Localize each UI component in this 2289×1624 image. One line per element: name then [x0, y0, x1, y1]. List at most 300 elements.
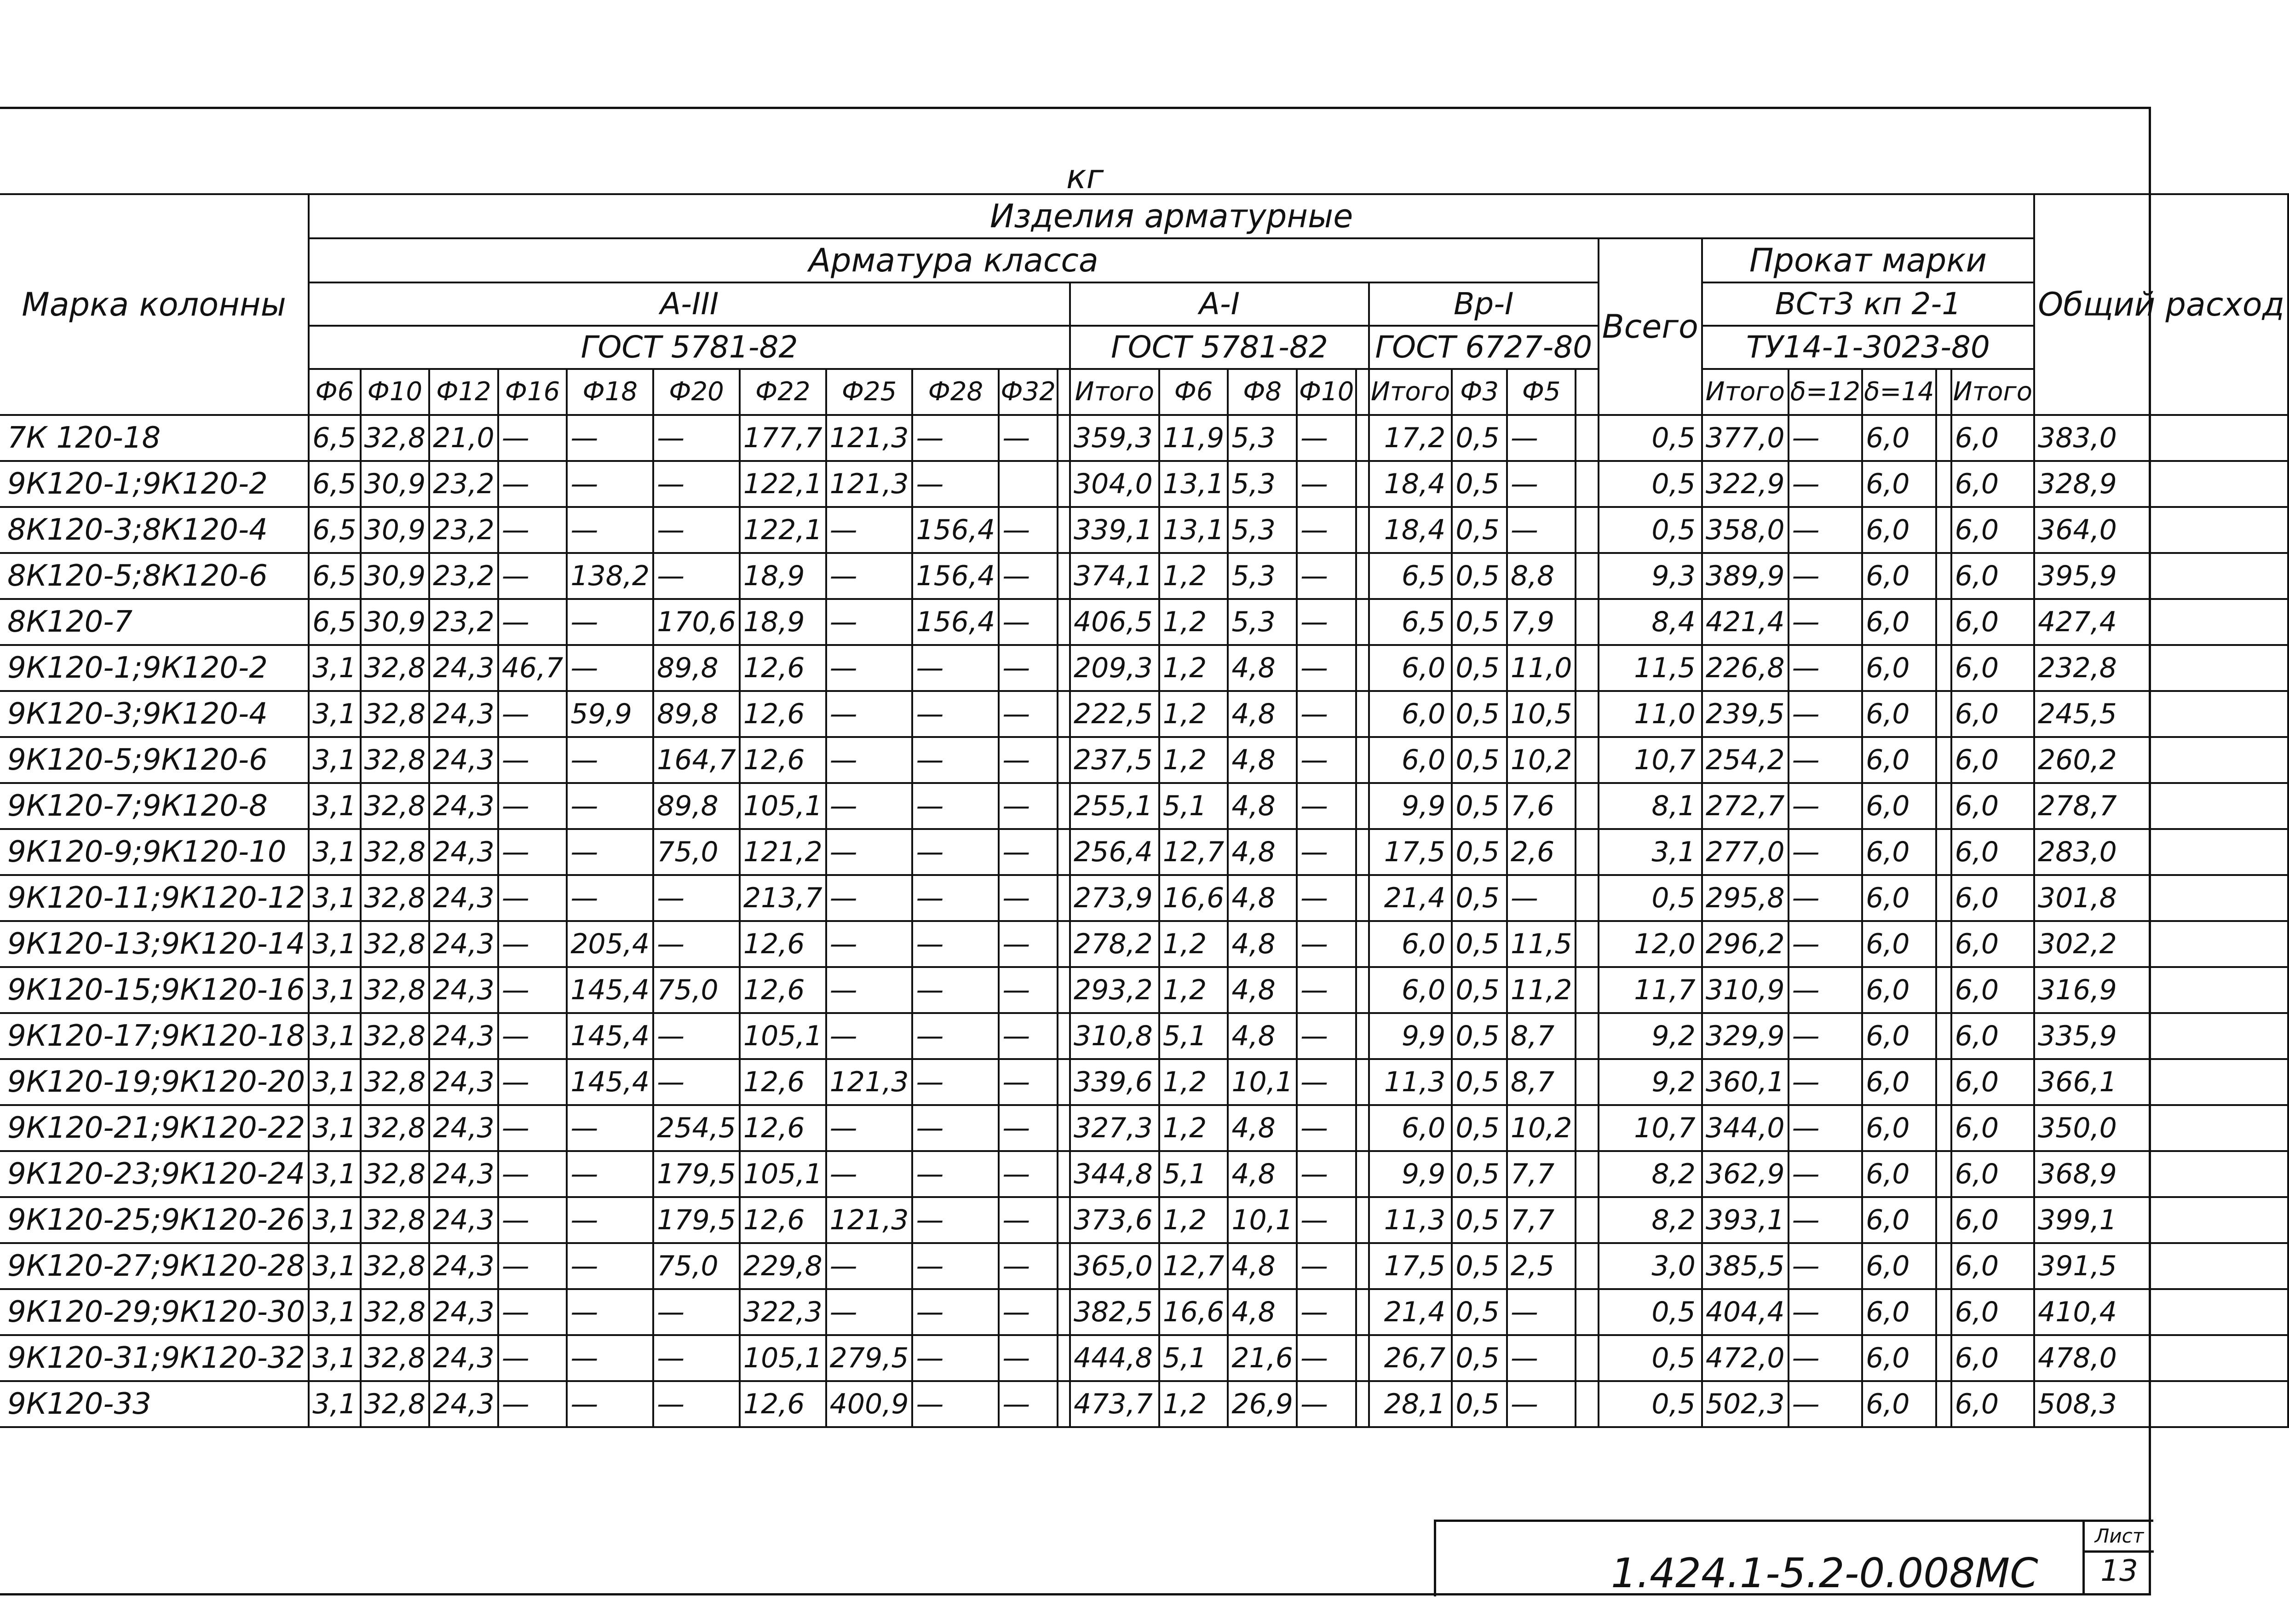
row-cell: 6,0	[1862, 1105, 1936, 1151]
sub-a3-d12: Ф12	[429, 369, 498, 415]
row-cell: 4,8	[1228, 1243, 1297, 1289]
row-cell: 205,4	[567, 921, 653, 967]
row-cell: —	[567, 783, 653, 829]
row-cell: 296,2	[1702, 921, 1789, 967]
row-cell: 3,1	[309, 1197, 360, 1243]
row-cell: 3,1	[309, 1151, 360, 1197]
row-cell	[1058, 1151, 1070, 1197]
row-cell	[1576, 415, 1598, 461]
row-cell: 10,1	[1228, 1197, 1297, 1243]
row-cell: 12,6	[740, 1059, 826, 1105]
row-cell: 6,0	[1951, 1059, 2034, 1105]
row-cell: —	[498, 1335, 567, 1381]
row-cell: 6,5	[309, 507, 360, 553]
row-cell	[1356, 1013, 1369, 1059]
row-cell: 293,2	[1070, 967, 1159, 1013]
row-cell: 32,8	[361, 1059, 430, 1105]
row-cell: —	[653, 415, 740, 461]
sheet-label: Лист	[2085, 1522, 2154, 1553]
row-cell: 6,5	[309, 599, 360, 645]
row-cell	[1058, 1105, 1070, 1151]
row-cell: —	[1789, 553, 1862, 599]
row-cell: 239,5	[1702, 691, 1789, 737]
row-cell	[1936, 1013, 1951, 1059]
row-cell: 3,1	[309, 921, 360, 967]
row-cell: 28,1	[1369, 1381, 1452, 1427]
row-cell	[1058, 1059, 1070, 1105]
row-cell: 16,6	[1159, 1289, 1228, 1335]
row-cell: —	[567, 1151, 653, 1197]
row-cell	[1058, 829, 1070, 875]
row-cell: 209,3	[1070, 645, 1159, 691]
table-row	[0, 783, 2288, 829]
row-cell	[1576, 691, 1598, 737]
sub-a1-d6: Ф6	[1159, 369, 1228, 415]
row-mark: 9К120-7;9К120-8	[0, 783, 309, 829]
row-cell	[1058, 1289, 1070, 1335]
row-cell: 11,5	[1507, 921, 1576, 967]
row-cell: —	[912, 829, 999, 875]
sub-a3-d22: Ф22	[740, 369, 826, 415]
row-cell: 6,0	[1951, 1151, 2034, 1197]
row-cell: 3,1	[309, 1243, 360, 1289]
row-cell: 302,2	[2034, 921, 2288, 967]
row-cell: 377,0	[1702, 415, 1789, 461]
row-cell: 121,3	[826, 1059, 913, 1105]
row-cell: 245,5	[2034, 691, 2288, 737]
row-cell: 145,4	[567, 1013, 653, 1059]
row-cell: 310,8	[1070, 1013, 1159, 1059]
row-cell: —	[567, 599, 653, 645]
row-cell: —	[1297, 967, 1356, 1013]
row-cell: 232,8	[2034, 645, 2288, 691]
row-mark: 9К120-15;9К120-16	[0, 967, 309, 1013]
row-cell: 272,7	[1702, 783, 1789, 829]
header-rolled: Прокат марки	[1702, 238, 2034, 282]
row-cell: 9,9	[1369, 783, 1452, 829]
table-row	[0, 1105, 2288, 1151]
row-cell: 32,8	[361, 415, 430, 461]
row-cell: —	[1789, 645, 1862, 691]
row-mark: 9К120-29;9К120-30	[0, 1289, 309, 1335]
row-cell: —	[1789, 691, 1862, 737]
row-cell: 0,5	[1452, 783, 1507, 829]
row-cell: 0,5	[1452, 829, 1507, 875]
row-cell: 32,8	[361, 691, 430, 737]
row-cell: 6,0	[1862, 921, 1936, 967]
row-cell: 3,1	[309, 1013, 360, 1059]
row-cell: 3,1	[309, 967, 360, 1013]
header-mark: Марка колонны	[0, 194, 309, 415]
row-cell	[1356, 1105, 1369, 1151]
row-cell: 0,5	[1452, 1289, 1507, 1335]
row-cell: —	[912, 461, 999, 507]
row-cell	[1936, 1289, 1951, 1335]
header-tu: ТУ14-1-3023-80	[1702, 326, 2034, 369]
row-cell: 11,5	[1599, 645, 1702, 691]
row-cell: 6,0	[1951, 967, 2034, 1013]
row-cell: 222,5	[1070, 691, 1159, 737]
row-cell: 6,0	[1951, 691, 2034, 737]
row-cell	[1936, 1381, 1951, 1427]
row-cell: 10,2	[1507, 1105, 1576, 1151]
row-cell: 0,5	[1599, 461, 1702, 507]
row-cell: —	[1297, 507, 1356, 553]
row-mark: 9К120-13;9К120-14	[0, 921, 309, 967]
row-cell: 179,5	[653, 1151, 740, 1197]
row-cell	[1058, 967, 1070, 1013]
row-cell: 17,5	[1369, 829, 1452, 875]
row-cell: —	[567, 829, 653, 875]
row-cell	[1356, 829, 1369, 875]
row-cell: 3,1	[309, 1381, 360, 1427]
row-cell: 6,0	[1951, 783, 2034, 829]
row-cell: 18,4	[1369, 507, 1452, 553]
row-cell: 24,3	[429, 1335, 498, 1381]
row-cell: 359,3	[1070, 415, 1159, 461]
row-cell: 9,2	[1599, 1059, 1702, 1105]
row-cell: 32,8	[361, 1197, 430, 1243]
row-cell	[1576, 645, 1598, 691]
row-cell	[1356, 1289, 1369, 1335]
row-cell: —	[912, 1059, 999, 1105]
row-cell: 23,2	[429, 461, 498, 507]
row-cell: —	[1789, 783, 1862, 829]
row-cell: —	[1789, 1197, 1862, 1243]
row-cell: 8,7	[1507, 1059, 1576, 1105]
table-row	[0, 967, 2288, 1013]
row-cell: —	[1789, 737, 1862, 783]
row-cell: 1,2	[1159, 967, 1228, 1013]
row-cell: 6,0	[1951, 921, 2034, 967]
row-cell: 391,5	[2034, 1243, 2288, 1289]
row-cell: —	[498, 921, 567, 967]
row-cell: 8,1	[1599, 783, 1702, 829]
row-cell	[1058, 921, 1070, 967]
row-cell: —	[653, 921, 740, 967]
row-cell	[1058, 783, 1070, 829]
row-cell: —	[567, 737, 653, 783]
row-cell	[1576, 1013, 1598, 1059]
row-cell: —	[1297, 921, 1356, 967]
row-cell: —	[567, 1381, 653, 1427]
row-cell: —	[999, 1059, 1058, 1105]
row-cell: 6,0	[1951, 737, 2034, 783]
row-cell: 24,3	[429, 1197, 498, 1243]
row-cell	[1936, 415, 1951, 461]
row-cell: —	[1507, 461, 1576, 507]
row-cell: 10,1	[1228, 1059, 1297, 1105]
row-cell: —	[912, 1105, 999, 1151]
row-cell: 6,0	[1862, 507, 1936, 553]
row-cell	[1058, 1013, 1070, 1059]
row-cell: —	[912, 1013, 999, 1059]
header-grand-total: Общий расход	[2034, 194, 2288, 415]
row-cell: 32,8	[361, 1013, 430, 1059]
row-cell	[1058, 507, 1070, 553]
row-cell: 0,5	[1452, 1059, 1507, 1105]
row-cell: 310,9	[1702, 967, 1789, 1013]
row-cell: —	[567, 1289, 653, 1335]
row-cell: 0,5	[1452, 1335, 1507, 1381]
row-cell: 12,6	[740, 1197, 826, 1243]
row-cell: 24,3	[429, 1013, 498, 1059]
row-cell: —	[999, 875, 1058, 921]
row-cell: —	[912, 783, 999, 829]
row-cell: 226,8	[1702, 645, 1789, 691]
row-cell: 0,5	[1599, 1289, 1702, 1335]
row-cell	[1936, 1151, 1951, 1197]
row-cell: 59,9	[567, 691, 653, 737]
row-cell	[1058, 1197, 1070, 1243]
row-cell: —	[826, 507, 913, 553]
table-body	[0, 415, 2288, 1427]
row-cell: 329,9	[1702, 1013, 1789, 1059]
row-cell: —	[498, 1289, 567, 1335]
row-cell: 30,9	[361, 553, 430, 599]
row-cell: —	[999, 691, 1058, 737]
row-cell: —	[1297, 1105, 1356, 1151]
row-cell: 473,7	[1070, 1381, 1159, 1427]
row-cell: —	[567, 461, 653, 507]
row-cell: 0,5	[1599, 507, 1702, 553]
sub-a3-blank	[1058, 369, 1070, 415]
row-cell	[1576, 1381, 1598, 1427]
row-cell	[1936, 875, 1951, 921]
row-cell: —	[999, 783, 1058, 829]
row-cell	[1356, 599, 1369, 645]
row-cell: 26,7	[1369, 1335, 1452, 1381]
row-cell: 121,2	[740, 829, 826, 875]
row-cell: —	[498, 507, 567, 553]
row-cell	[1576, 507, 1598, 553]
header-gost-a1: ГОСТ 5781-82	[1070, 326, 1369, 369]
row-cell: —	[1507, 415, 1576, 461]
row-cell: 6,0	[1862, 783, 1936, 829]
row-cell: 12,6	[740, 691, 826, 737]
row-cell	[1936, 691, 1951, 737]
row-cell: —	[498, 829, 567, 875]
row-cell: —	[999, 829, 1058, 875]
table-row	[0, 737, 2288, 783]
row-cell: 6,0	[1951, 645, 2034, 691]
row-cell: 0,5	[1452, 1197, 1507, 1243]
row-cell: —	[999, 1243, 1058, 1289]
row-cell: 11,0	[1599, 691, 1702, 737]
row-cell: 6,0	[1951, 1335, 2034, 1381]
row-cell	[1356, 1197, 1369, 1243]
unit-label: кг	[1066, 157, 1104, 196]
row-cell: —	[498, 599, 567, 645]
row-cell: —	[1789, 415, 1862, 461]
row-cell	[1058, 1381, 1070, 1427]
row-cell	[1356, 921, 1369, 967]
row-cell	[1576, 737, 1598, 783]
row-cell: —	[999, 1197, 1058, 1243]
row-cell: 75,0	[653, 1243, 740, 1289]
row-cell: 0,5	[1599, 415, 1702, 461]
row-cell: 4,8	[1228, 921, 1297, 967]
row-cell: —	[1297, 829, 1356, 875]
row-cell: 0,5	[1452, 691, 1507, 737]
row-cell: 6,0	[1369, 921, 1452, 967]
row-cell: 322,3	[740, 1289, 826, 1335]
row-cell	[1356, 553, 1369, 599]
row-cell: 17,2	[1369, 415, 1452, 461]
row-cell: —	[1297, 1335, 1356, 1381]
row-mark: 9К120-23;9К120-24	[0, 1151, 309, 1197]
row-mark: 9К120-1;9К120-2	[0, 461, 309, 507]
row-cell: —	[1297, 645, 1356, 691]
row-cell: 358,0	[1702, 507, 1789, 553]
row-cell: —	[1789, 1013, 1862, 1059]
row-cell: 121,3	[826, 1197, 913, 1243]
row-mark: 9К120-21;9К120-22	[0, 1105, 309, 1151]
row-cell: 12,6	[740, 921, 826, 967]
row-cell: —	[1507, 1381, 1576, 1427]
row-cell: 1,2	[1159, 1381, 1228, 1427]
row-cell: —	[999, 737, 1058, 783]
row-cell: —	[567, 1243, 653, 1289]
row-cell: 344,8	[1070, 1151, 1159, 1197]
row-cell: 24,3	[429, 737, 498, 783]
row-cell: 7,6	[1507, 783, 1576, 829]
row-cell: 4,8	[1228, 875, 1297, 921]
row-cell: 427,4	[2034, 599, 2288, 645]
row-cell: 444,8	[1070, 1335, 1159, 1381]
row-cell: —	[912, 737, 999, 783]
row-cell: 278,2	[1070, 921, 1159, 967]
row-cell: 395,9	[2034, 553, 2288, 599]
row-mark: 8К120-7	[0, 599, 309, 645]
row-cell: —	[1789, 1335, 1862, 1381]
row-cell: 260,2	[2034, 737, 2288, 783]
row-cell: 5,1	[1159, 1335, 1228, 1381]
sub-a1-total: Итого	[1369, 369, 1452, 415]
row-cell: —	[826, 1151, 913, 1197]
row-cell: 2,5	[1507, 1243, 1576, 1289]
row-cell: 339,1	[1070, 507, 1159, 553]
row-cell: 10,2	[1507, 737, 1576, 783]
row-mark: 9К120-25;9К120-26	[0, 1197, 309, 1243]
row-cell: 3,1	[309, 829, 360, 875]
row-cell: 5,1	[1159, 783, 1228, 829]
row-cell: 6,0	[1951, 507, 2034, 553]
row-cell: —	[1297, 875, 1356, 921]
row-cell: 24,3	[429, 829, 498, 875]
sub-a1-d10: Ф10	[1297, 369, 1356, 415]
sub-a1-d8: Ф8	[1228, 369, 1297, 415]
row-cell	[1576, 829, 1598, 875]
row-cell: —	[1789, 461, 1862, 507]
row-cell: —	[498, 1059, 567, 1105]
sub-pr-t12: δ=12	[1789, 369, 1862, 415]
row-cell: —	[498, 461, 567, 507]
row-mark: 9К120-9;9К120-10	[0, 829, 309, 875]
row-cell: —	[999, 645, 1058, 691]
row-cell: —	[1789, 921, 1862, 967]
row-cell: 89,8	[653, 645, 740, 691]
row-cell: 339,6	[1070, 1059, 1159, 1105]
row-cell: 8,8	[1507, 553, 1576, 599]
row-cell: 11,2	[1507, 967, 1576, 1013]
row-cell: —	[912, 875, 999, 921]
row-cell: —	[826, 829, 913, 875]
sub-pr-blank	[1936, 369, 1951, 415]
row-cell: 6,0	[1951, 1013, 2034, 1059]
row-cell: 177,7	[740, 415, 826, 461]
row-cell: 410,4	[2034, 1289, 2288, 1335]
row-cell: —	[912, 921, 999, 967]
frame-top-line	[0, 107, 2151, 109]
row-cell: 335,9	[2034, 1013, 2288, 1059]
row-cell: 21,4	[1369, 1289, 1452, 1335]
row-cell	[1356, 1381, 1369, 1427]
row-cell: 3,1	[309, 875, 360, 921]
row-cell	[1576, 599, 1598, 645]
sub-vr1-d3: Ф3	[1452, 369, 1507, 415]
row-cell	[1576, 1105, 1598, 1151]
row-cell: 4,8	[1228, 737, 1297, 783]
row-cell	[1356, 967, 1369, 1013]
row-cell: 6,0	[1369, 645, 1452, 691]
header-gost-vr1: ГОСТ 6727-80	[1369, 326, 1599, 369]
row-cell: 6,5	[309, 553, 360, 599]
row-cell: 3,1	[309, 645, 360, 691]
row-cell: 6,0	[1862, 737, 1936, 783]
row-cell: —	[826, 875, 913, 921]
row-cell	[1356, 875, 1369, 921]
row-cell: 6,0	[1862, 829, 1936, 875]
row-cell	[1058, 737, 1070, 783]
row-cell: 24,3	[429, 967, 498, 1013]
row-cell: —	[567, 645, 653, 691]
row-cell: —	[653, 553, 740, 599]
row-cell: —	[1297, 1059, 1356, 1105]
row-cell: 5,1	[1159, 1013, 1228, 1059]
table-row	[0, 1381, 2288, 1427]
row-cell: 0,5	[1452, 1243, 1507, 1289]
row-cell	[1936, 461, 1951, 507]
row-cell	[1576, 1197, 1598, 1243]
row-cell: —	[912, 1197, 999, 1243]
row-cell: 0,5	[1452, 1105, 1507, 1151]
row-cell: 344,0	[1702, 1105, 1789, 1151]
row-cell: —	[1789, 1105, 1862, 1151]
row-mark: 9К120-17;9К120-18	[0, 1013, 309, 1059]
row-cell: —	[912, 1243, 999, 1289]
row-cell: —	[567, 1105, 653, 1151]
row-cell: —	[826, 691, 913, 737]
row-cell: 0,5	[1599, 1335, 1702, 1381]
row-cell: 278,7	[2034, 783, 2288, 829]
row-cell: 4,8	[1228, 967, 1297, 1013]
row-cell: —	[1297, 691, 1356, 737]
row-cell: 1,2	[1159, 1197, 1228, 1243]
row-cell: 24,3	[429, 1381, 498, 1427]
row-cell	[1576, 1059, 1598, 1105]
row-cell: 4,8	[1228, 1013, 1297, 1059]
row-cell: 1,2	[1159, 737, 1228, 783]
row-cell: 373,6	[1070, 1197, 1159, 1243]
table-row	[0, 1335, 2288, 1381]
row-mark: 9К120-1;9К120-2	[0, 645, 309, 691]
row-cell: —	[826, 967, 913, 1013]
row-cell: 3,0	[1599, 1243, 1702, 1289]
row-cell: 10,7	[1599, 1105, 1702, 1151]
row-cell: 75,0	[653, 967, 740, 1013]
row-cell: —	[912, 1335, 999, 1381]
